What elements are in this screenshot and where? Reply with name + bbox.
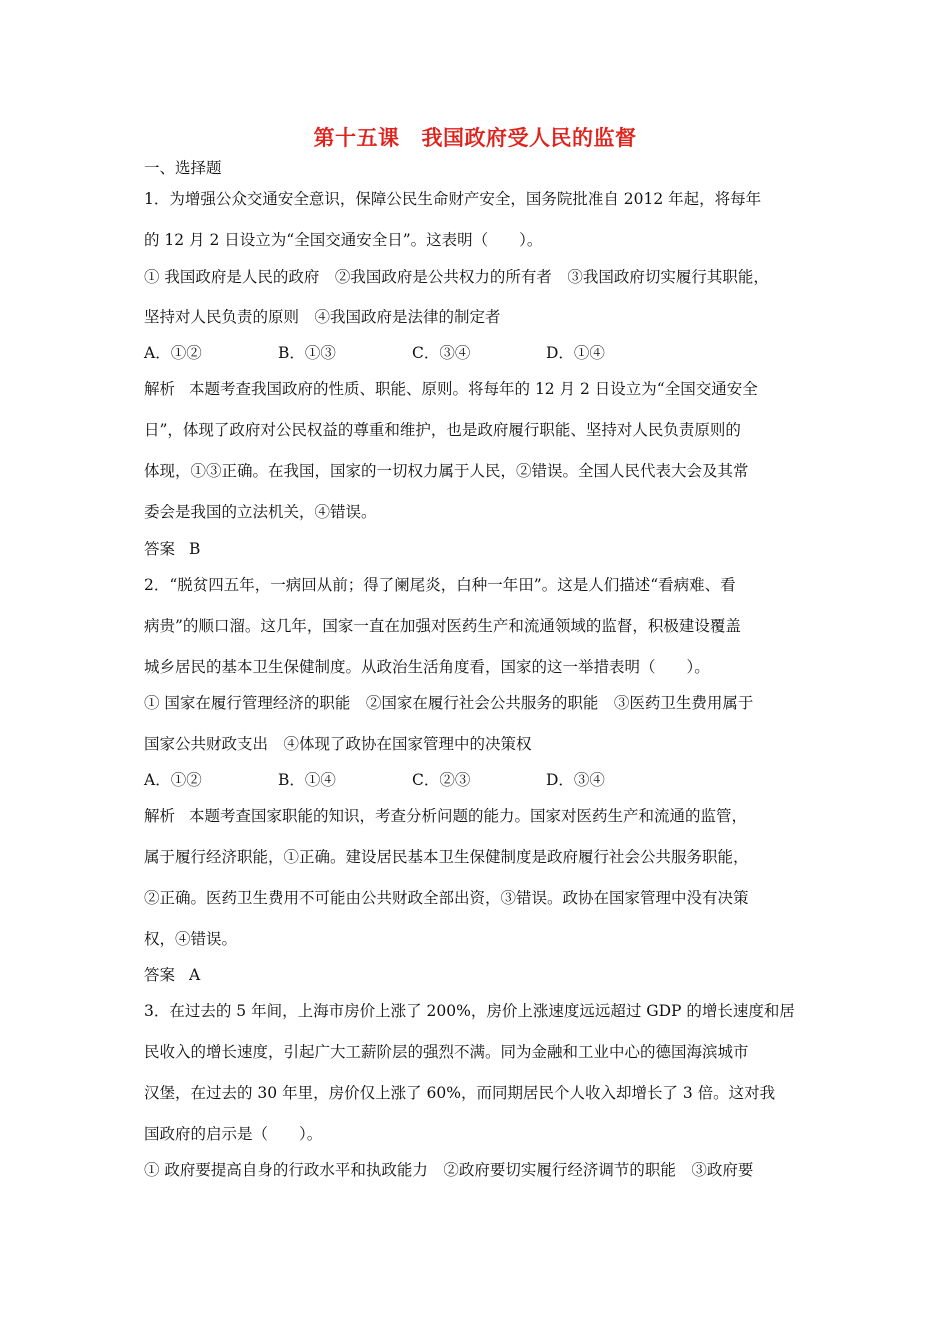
q2-options xyxy=(144,770,824,790)
page-title xyxy=(0,122,950,152)
q2-answer-label: 答案 xyxy=(144,966,176,984)
q2-option-a: A．①② xyxy=(144,771,202,789)
q2-analysis-label: 解析 xyxy=(144,807,176,825)
q1-answer: B xyxy=(189,540,201,558)
q1-stem-line: 1．为增强公众交通安全意识，保障公民生命财产安全，国务院批准自 2012 年起，将每年 xyxy=(144,190,762,208)
title-lesson-topic: 我国政府受人民的监督 xyxy=(421,126,637,150)
q3-stem-line: 汉堡，在过去的 30 年里，房价仅上涨了 60%，而同期居民个人收入却增长了 3 倍。这对我 xyxy=(144,1084,776,1102)
q1-analysis-line: 委会是我国的立法机关，④错误。 xyxy=(144,503,377,521)
q2-option-b: B．①④ xyxy=(278,771,336,789)
q2-stem-line: 2．“脱贫四五年，一病回从前；得了阑尾炎，白种一年田”。这是人们描述“看病难、看 xyxy=(144,576,736,594)
q1-item-line: 坚持对人民负责的原则 ④我国政府是法律的制定者 xyxy=(144,308,501,326)
q1-item-line: ① 我国政府是人民的政府 ②我国政府是公共权力的所有者 ③我国政府切实履行其职能， xyxy=(144,268,769,286)
q1-option-b: B．①③ xyxy=(278,344,336,362)
q2-analysis-line: ②正确。医药卫生费用不可能由公共财政全部出资，③错误。政协在国家管理中没有决策 xyxy=(144,889,749,907)
q1-options xyxy=(144,343,824,363)
title-lesson-number: 第十五课 xyxy=(313,126,400,150)
q2-stem-line: 城乡居民的基本卫生保健制度。从政治生活角度看，国家的这一举措表明（ ）。 xyxy=(144,658,710,676)
q3-item-line: ① 政府要提高自身的行政水平和执政能力 ②政府要切实履行经济调节的职能 ③政府要 xyxy=(144,1161,754,1179)
q1-analysis-line: 日”，体现了政府对公民权益的尊重和维护，也是政府履行职能、坚持对人民负责原则的 xyxy=(144,421,741,439)
q1-answer-label: 答案 xyxy=(144,540,176,558)
q1-analysis-line xyxy=(144,379,824,399)
q2-analysis-text: 本题考查国家职能的知识，考查分析问题的能力。国家对医药生产和流通的监管， xyxy=(189,807,748,825)
q1-option-d: D．①④ xyxy=(546,344,605,362)
q1-stem-line: 的 12 月 2 日设立为“全国交通安全日”。这表明（ ）。 xyxy=(144,231,543,249)
q2-answer-line xyxy=(144,965,824,985)
q2-analysis-line: 权，④错误。 xyxy=(144,930,238,948)
q2-answer: A xyxy=(189,966,201,984)
q2-analysis-line: 属于履行经济职能，①正确。建设居民基本卫生保健制度是政府履行社会公共服务职能， xyxy=(144,848,749,866)
q1-answer-line xyxy=(144,539,824,559)
q2-analysis-line xyxy=(144,806,824,826)
q1-analysis-line: 体现，①③正确。在我国，国家的一切权力属于人民，②错误。全国人民代表大会及其常 xyxy=(144,462,749,480)
q2-item-line: ① 国家在履行管理经济的职能 ②国家在履行社会公共服务的职能 ③医药卫生费用属于 xyxy=(144,694,754,712)
q2-stem-line: 病贵”的顺口溜。这几年，国家一直在加强对医药生产和流通领域的监督，积极建设覆盖 xyxy=(144,617,741,635)
q3-stem-line: 国政府的启示是（ ）。 xyxy=(144,1125,323,1143)
q1-analysis-label: 解析 xyxy=(144,380,176,398)
q3-stem-line: 民收入的增长速度，引起广大工薪阶层的强烈不满。同为金融和工业中心的德国海滨城市 xyxy=(144,1043,749,1061)
q1-analysis-text: 本题考查我国政府的性质、职能、原则。将每年的 12 月 2 日设立为“全国交通安全 xyxy=(189,380,758,398)
q1-option-a: A．①② xyxy=(144,344,202,362)
q2-option-c: C．②③ xyxy=(412,771,471,789)
q1-option-c: C．③④ xyxy=(412,344,471,362)
section-heading: 一、选择题 xyxy=(144,159,222,177)
q2-item-line: 国家公共财政支出 ④体现了政协在国家管理中的决策权 xyxy=(144,735,532,753)
q2-option-d: D．③④ xyxy=(546,771,605,789)
q3-stem-line: 3．在过去的 5 年间，上海市房价上涨了 200%，房价上涨速度远远超过 GDP 的增长速度和居 xyxy=(144,1002,795,1020)
